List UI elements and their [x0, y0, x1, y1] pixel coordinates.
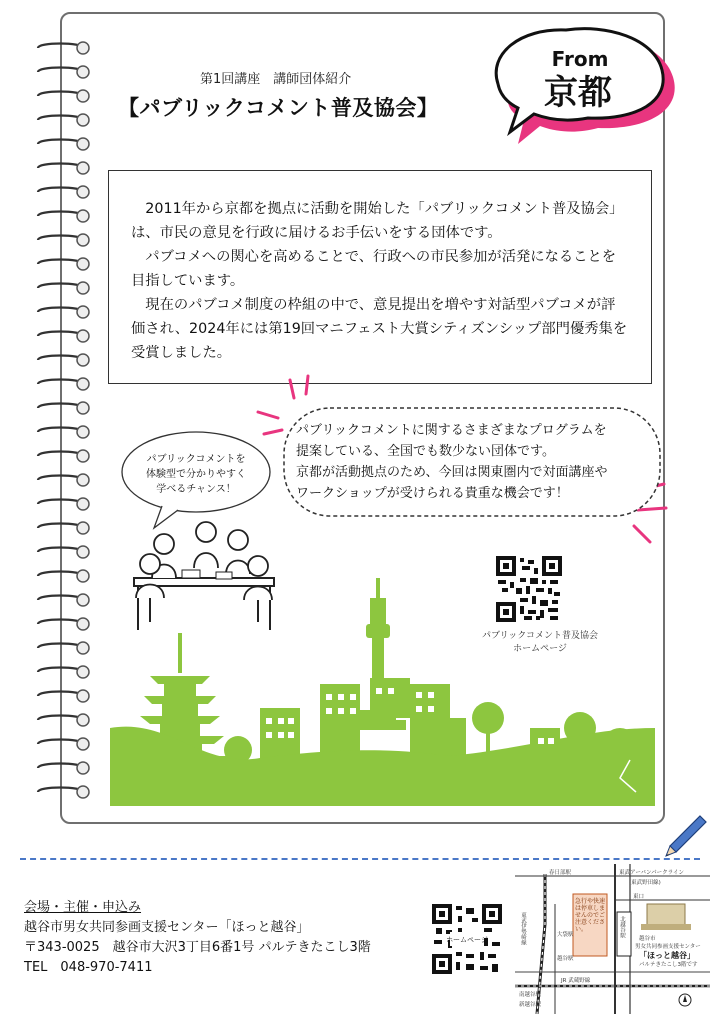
ring-icon [32, 568, 90, 584]
map-notice: 急行や快速は停車しませんのでご注意ください。 [575, 898, 606, 933]
intro-box [108, 170, 652, 384]
ring-icon [32, 136, 90, 152]
venue-tel: TEL 048-970-7411 [24, 960, 153, 975]
intro-paragraph: 2011年から京都を拠点に活動を開始した「パブリックコメント普及協会」は、市民の意見を行政に届けるお手伝いをする団体です。 [131, 201, 624, 241]
speech-line: パブリックコメントを [146, 454, 246, 465]
map-label: 越谷駅 [557, 956, 574, 962]
ring-icon [32, 688, 90, 704]
map-venue-name: 「ほっと越谷」 [639, 951, 695, 960]
ring-icon [32, 184, 90, 200]
map-label: 越谷市 [639, 936, 656, 942]
ring-icon [32, 760, 90, 776]
ring-icon [32, 616, 90, 632]
ring-icon [32, 208, 90, 224]
cloud-bubble-text [296, 420, 646, 504]
ring-icon [32, 664, 90, 680]
access-map [515, 864, 710, 1014]
ring-icon [32, 544, 90, 560]
map-label: 新越谷駅 [519, 1002, 542, 1008]
from-kyoto-badge [478, 22, 693, 152]
ring-icon [32, 88, 90, 104]
venue-qr-code-icon[interactable] [432, 904, 502, 974]
from-city: 京都 [544, 73, 612, 113]
qr-caption-line: ホームページ [513, 644, 567, 654]
ring-icon [32, 448, 90, 464]
map-label: 東武伊勢崎線 [520, 912, 526, 945]
ring-icon [32, 64, 90, 80]
map-label: 男女共同参画支援センター [635, 944, 701, 950]
kyoto-city-illustration [110, 578, 655, 806]
ring-icon [32, 424, 90, 440]
venue-heading: 会場・主催・申込み [24, 900, 142, 915]
ring-icon [32, 352, 90, 368]
ring-icon [32, 376, 90, 392]
cloud-line: ワークショップが受けられる貴重な機会です！ [296, 486, 569, 501]
qr-caption-line: パブリックコメント普及協会 [481, 631, 599, 641]
qr-label: ホームページ [446, 936, 488, 944]
ring-icon [32, 40, 90, 56]
cloud-line: 京都が活動拠点のため、今回は関東圏内で対面講座や [296, 465, 608, 480]
map-label: パルテきたこし3階です [639, 962, 698, 968]
from-word: From [551, 47, 609, 71]
cloud-line: 提案している、全国でも数少ない団体です。 [296, 444, 555, 459]
ring-icon [32, 328, 90, 344]
map-label: 南越谷駅 [519, 992, 542, 998]
map-lines [515, 864, 710, 1014]
ring-icon [32, 232, 90, 248]
section-divider [20, 858, 700, 860]
ring-icon [32, 280, 90, 296]
speech-line: 体験型で分かりやすく [146, 469, 246, 480]
intro-paragraph: 現在のパブコメ制度の枠組の中で、意見提出を増やす対話型パブコメが評価され、2024年には第19回マニフェスト大賞シティズンシップ部門優秀集を受賞しました。 [131, 297, 628, 361]
speech-bubble-text [134, 452, 258, 497]
ring-icon [32, 256, 90, 272]
ring-icon [32, 736, 90, 752]
speech-line: 学べるチャンス！ [156, 484, 236, 495]
venue-info [24, 898, 371, 978]
cloud-line: パブリックコメントに関するさまざまなプログラムを [296, 423, 607, 438]
page-title: 【パブリックコメント普及協会】 [118, 96, 439, 120]
venue-org: 越谷市男女共同参画支援センター「ほっと越谷」 [24, 920, 310, 935]
ring-icon [32, 784, 90, 800]
ring-icon [32, 112, 90, 128]
map-label: 大袋駅 [557, 932, 574, 938]
page-subtitle: 第1回講座 講師団体紹介 [200, 72, 352, 87]
map-label: 北越谷駅 [619, 916, 625, 938]
pencil-icon [660, 812, 708, 862]
map-label: 東口 [633, 894, 645, 900]
ring-icon [32, 640, 90, 656]
map-label: 東武アーバンパークライン [619, 870, 685, 876]
ring-icon [32, 304, 90, 320]
ring-icon [32, 160, 90, 176]
ring-icon [32, 520, 90, 536]
map-label: JR 武蔵野線 [561, 978, 591, 984]
map-label: (東武野田線) [629, 880, 661, 886]
ring-icon [32, 472, 90, 488]
ring-icon [32, 592, 90, 608]
ring-icon [32, 400, 90, 416]
ring-icon [32, 496, 90, 512]
ring-icon [32, 712, 90, 728]
venue-address: 〒343-0025 越谷市大沢3丁目6番1号 パルテきたこし3階 [24, 940, 371, 955]
intro-paragraph: パブコメへの関心を高めることで、行政への市民参加が活発になることを目指しています。 [131, 249, 617, 289]
map-label: 春日部駅 [549, 870, 572, 876]
